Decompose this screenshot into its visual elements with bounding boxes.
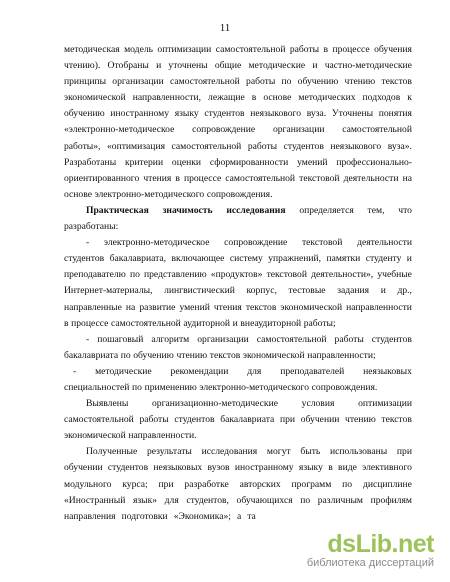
word: исследования	[226, 204, 286, 216]
word: процессе	[71, 317, 109, 329]
word: Разработаны	[64, 156, 117, 168]
page-number: 11	[219, 22, 231, 34]
word: вуза.	[306, 108, 327, 120]
text-line	[64, 493, 412, 509]
word: умений	[179, 301, 210, 313]
text-line	[64, 477, 412, 493]
text-line	[64, 428, 412, 444]
word: элективного	[362, 462, 412, 474]
word: значимость	[162, 204, 213, 216]
word: «оптимизация	[107, 140, 165, 152]
word: языку	[298, 462, 323, 474]
word: сформированности	[209, 156, 289, 168]
word: студентов	[64, 253, 105, 265]
word: работы	[289, 44, 320, 55]
text-line	[64, 380, 412, 396]
word: модель	[124, 44, 153, 55]
word: обучению	[133, 349, 174, 361]
word: та	[247, 510, 256, 522]
word: электронно-методическое	[103, 237, 210, 249]
word: работы	[139, 414, 169, 426]
word: по	[342, 478, 353, 490]
word: чтению	[344, 76, 376, 88]
word: методических	[298, 92, 356, 104]
text-line	[64, 332, 412, 348]
word: направленности;	[307, 349, 376, 361]
word: тем,	[367, 204, 385, 216]
word: бакалавриата	[64, 349, 119, 361]
word: студентов	[371, 333, 412, 345]
word: и	[380, 285, 386, 297]
word: для	[247, 365, 262, 377]
word: подготовки	[121, 510, 168, 522]
word: на	[125, 301, 136, 313]
word: бакалавриата	[220, 414, 275, 426]
word: применению	[144, 381, 197, 393]
word: иностранному	[234, 462, 294, 474]
text-line	[64, 187, 412, 203]
text-line	[64, 509, 294, 525]
word: алгоритм	[151, 333, 190, 345]
word: что	[398, 204, 412, 216]
word: ориентированного	[64, 172, 140, 184]
word: чтения	[143, 172, 172, 184]
word: использованы	[330, 446, 388, 458]
word: электронно-методического	[199, 381, 310, 393]
word: направления	[64, 510, 116, 522]
word: Уточнены	[331, 108, 374, 120]
text-line	[64, 316, 412, 332]
word: электронно-методического	[94, 188, 205, 200]
word: результаты	[146, 446, 192, 458]
word: обучении	[64, 462, 103, 474]
word: «Экономика»;	[173, 510, 231, 522]
text-line	[64, 139, 412, 155]
word: профилям	[370, 494, 412, 506]
word: экономической	[280, 301, 343, 313]
word: по	[120, 349, 131, 361]
word: виде	[338, 462, 357, 474]
word: обучающихся	[236, 494, 293, 506]
text-line	[64, 300, 412, 316]
word: памятки	[326, 253, 361, 265]
word: организации	[112, 76, 164, 88]
text-line	[64, 203, 412, 219]
word: направленные	[64, 301, 122, 313]
word: для	[164, 494, 179, 506]
word: подходов	[362, 92, 401, 104]
word: Полученные	[86, 446, 138, 458]
text-line	[64, 235, 412, 251]
word: включающее	[171, 253, 225, 265]
text-line	[64, 90, 412, 106]
word: представлению	[144, 269, 207, 281]
word: работы	[247, 140, 278, 152]
word: учебные	[377, 269, 412, 281]
word: самостоятельной	[171, 140, 242, 152]
word: др.,	[397, 285, 412, 297]
word: сопровождения.	[206, 188, 273, 200]
watermark	[260, 530, 440, 574]
word: частно-методические	[324, 60, 412, 72]
word: чтения	[213, 301, 242, 313]
word: на	[402, 172, 412, 184]
word: текстов	[245, 301, 277, 313]
text-line	[64, 283, 412, 299]
word: экономической	[242, 349, 305, 361]
word: вузов	[207, 462, 230, 474]
word: экономической	[64, 92, 126, 104]
word: направленности,	[132, 92, 201, 104]
word: студентов	[107, 462, 149, 474]
word: аудиторной	[183, 317, 231, 329]
word: текстов	[381, 76, 412, 88]
word: неязыковых	[363, 365, 412, 377]
text-line	[64, 219, 412, 235]
word: курса;	[122, 478, 148, 490]
word: процессе	[183, 172, 222, 184]
word: неязыкового	[250, 108, 302, 120]
word: «электронно-методическое	[64, 124, 175, 136]
word: организационно-методические	[151, 398, 278, 410]
word: в	[328, 462, 333, 474]
word: развитие	[139, 301, 176, 313]
word: неязыкового	[330, 140, 382, 152]
word: преподавателей	[280, 365, 345, 377]
text-line	[64, 460, 412, 476]
word: обучении	[300, 414, 340, 426]
word: самостоятельной	[110, 317, 181, 329]
text-line	[64, 122, 412, 138]
word: понятия	[378, 108, 412, 120]
word: организации	[272, 124, 325, 136]
text-line	[64, 74, 412, 90]
word: самостоятельной	[225, 172, 296, 184]
word: разработаны:	[64, 221, 119, 233]
word: студентов	[283, 140, 324, 152]
word: студентов	[204, 108, 245, 120]
word: самостоятельной	[215, 44, 286, 55]
word: исследования	[201, 446, 258, 458]
word: студенту	[365, 253, 402, 265]
word: текстовой	[301, 237, 343, 249]
word: корпус,	[246, 285, 277, 297]
word: процессе	[332, 44, 370, 55]
word: могут	[266, 446, 291, 458]
word: текстовой	[299, 172, 340, 184]
word: специальностей	[64, 381, 130, 393]
word: «продуктов»	[210, 269, 263, 281]
word: методическая	[64, 44, 120, 55]
text-line	[64, 364, 412, 380]
word: в	[175, 172, 180, 184]
word: текстов	[381, 414, 412, 426]
word: а	[236, 510, 242, 522]
word: при	[158, 478, 174, 490]
text-line	[64, 171, 412, 187]
word: обучению	[64, 108, 105, 120]
word: работы;	[303, 317, 336, 329]
word: оптимизации	[157, 44, 212, 55]
word: направленности	[346, 301, 412, 313]
word: по	[281, 76, 292, 88]
word: деятельности	[357, 237, 412, 249]
word: пошаговый	[97, 333, 144, 345]
word: вуза».	[387, 140, 412, 152]
word: сопровождения.	[311, 381, 378, 393]
word: принципы	[64, 76, 107, 88]
word: студентов,	[186, 494, 229, 506]
word: -	[86, 237, 90, 249]
word: к	[407, 92, 412, 104]
word: бакалавриата,	[109, 253, 167, 265]
word: по	[132, 381, 142, 393]
word: текстовой	[266, 269, 307, 281]
word: в	[323, 44, 329, 55]
word: авторских	[239, 478, 281, 490]
text-line	[64, 155, 412, 171]
word: задания	[337, 285, 370, 297]
word: уточнены	[168, 60, 208, 72]
text-line	[64, 267, 412, 283]
word: тестовые	[288, 285, 326, 297]
word: оценки	[171, 156, 202, 168]
word: лежащие	[208, 92, 245, 104]
word: и	[232, 317, 238, 329]
word: самостоятельной	[64, 414, 134, 426]
word: разработке	[184, 478, 229, 490]
word: по	[129, 269, 140, 281]
word: определяется	[299, 204, 354, 216]
word: основе	[64, 188, 92, 200]
word: -	[86, 333, 90, 345]
word: деятельности	[343, 172, 399, 184]
word: критерии	[124, 156, 164, 168]
document-body	[64, 42, 412, 525]
word: работы	[334, 333, 364, 345]
word: методические	[248, 60, 306, 72]
word: оптимизации	[358, 398, 412, 410]
word: и	[156, 60, 162, 72]
word: самостоятельной	[170, 76, 240, 88]
word: направленности.	[128, 430, 197, 442]
word: упражнений,	[268, 253, 322, 265]
word: рекомендации	[170, 365, 229, 377]
text-line	[64, 444, 412, 460]
word: чтению	[345, 414, 376, 426]
word: методические	[95, 365, 152, 377]
text-line	[64, 251, 412, 267]
word: дисциплине	[362, 478, 412, 490]
word: Отобраны	[107, 60, 149, 72]
word: язык»	[132, 494, 158, 506]
word: условия	[301, 398, 335, 410]
word: чтению	[176, 349, 208, 361]
word: неязыковых	[153, 462, 203, 474]
word: работы»,	[64, 140, 101, 152]
word: работы	[246, 76, 276, 88]
word: самостоятельной	[256, 333, 327, 345]
word: сопровождение	[192, 124, 256, 136]
word: -	[73, 365, 77, 377]
word: лингвистический	[164, 285, 235, 297]
word: «Иностранный	[64, 494, 126, 506]
word: студентов	[174, 414, 215, 426]
word: самостоятельной	[342, 124, 412, 136]
text-line	[64, 412, 412, 428]
watermark-subtitle: библиотека диссертаций	[306, 557, 434, 569]
text-line	[64, 348, 412, 364]
word: в	[251, 92, 257, 104]
word: экономической	[64, 430, 126, 442]
word: Практическая	[86, 204, 149, 216]
word: при	[280, 414, 296, 426]
word: деятельности»,	[311, 269, 374, 281]
word: сопровождение	[224, 237, 288, 249]
word: модульного	[64, 478, 112, 490]
word: и	[312, 60, 318, 72]
word: программ	[291, 478, 332, 490]
word: профессионально-	[336, 156, 412, 168]
word: в	[64, 317, 69, 329]
word: различным	[317, 494, 363, 506]
text-line	[64, 106, 412, 122]
word: Выявлены	[86, 398, 129, 410]
word: общие	[214, 60, 242, 72]
word: быть	[300, 446, 321, 458]
word: по	[300, 494, 311, 506]
text-line	[64, 42, 412, 58]
word: умений	[297, 156, 328, 168]
text-line	[64, 396, 412, 412]
word: чтению).	[64, 60, 101, 72]
word: при	[396, 446, 412, 458]
word: обучения	[374, 44, 412, 55]
word: иностранному	[110, 108, 170, 120]
word: обучению	[297, 76, 339, 88]
word: преподавателю	[64, 269, 126, 281]
word: систему	[229, 253, 263, 265]
word: и	[406, 253, 412, 265]
word: языку	[174, 108, 199, 120]
watermark-logo: dsLib.net	[327, 530, 434, 558]
text-line	[64, 58, 412, 74]
word: основе	[263, 92, 292, 104]
word: организации	[197, 333, 249, 345]
word: текстов	[209, 349, 241, 361]
word: внеаудиторной	[240, 317, 302, 329]
word: Интернет-материалы,	[64, 285, 153, 297]
